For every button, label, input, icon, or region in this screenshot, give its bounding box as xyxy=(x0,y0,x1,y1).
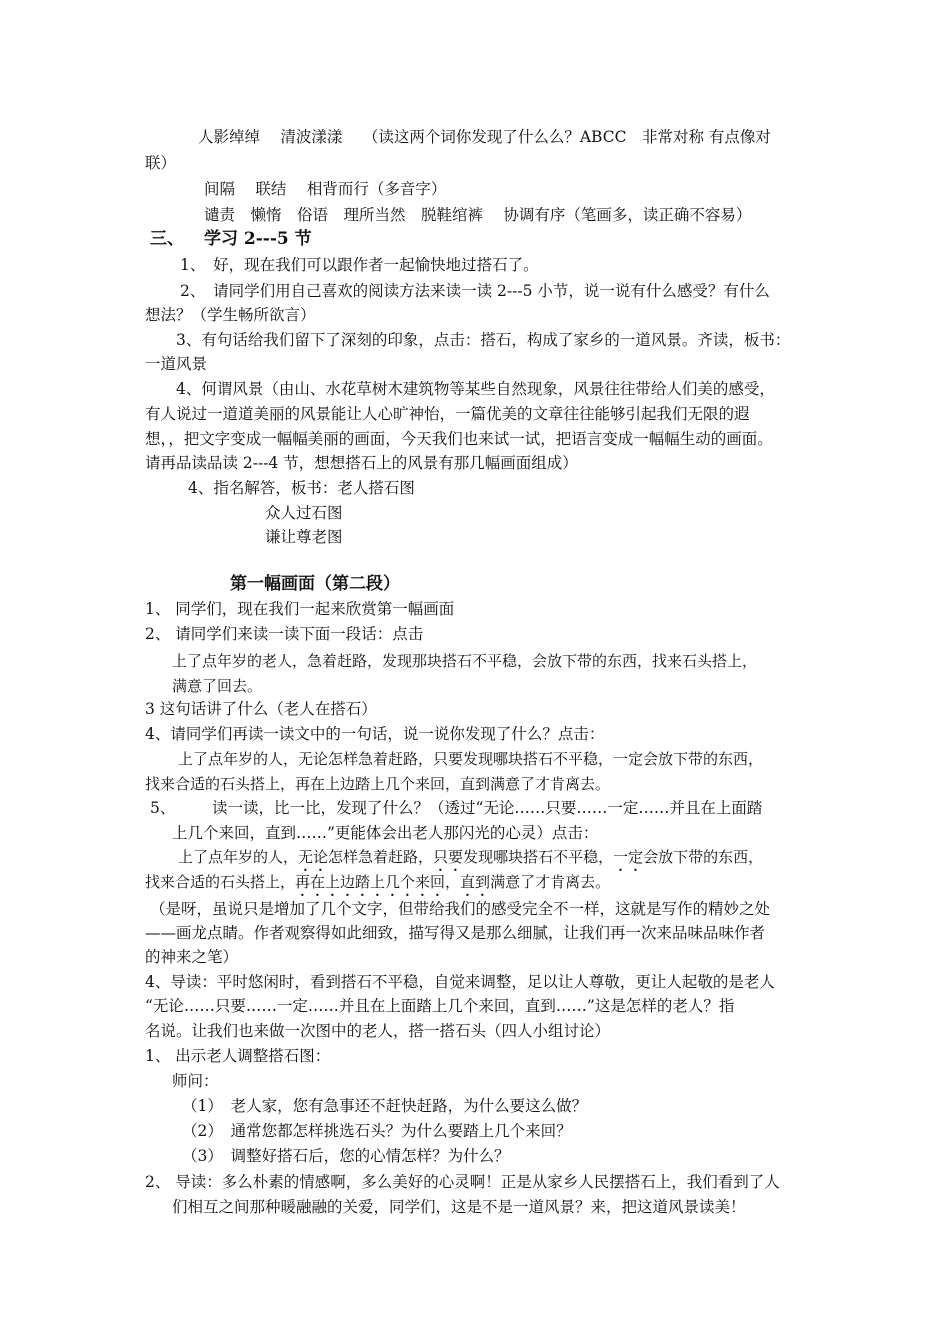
paragraph-line: 2、 导读：多么朴素的情感啊，多么美好的心灵啊！正是从家乡人民摆搭石上，我们看到了人 xyxy=(145,1173,780,1191)
emphasis-word: 只要 xyxy=(433,848,464,866)
emphasis-word: 无论 xyxy=(298,848,329,866)
emphasis-word: 再在上边踏上几个来回 xyxy=(295,873,446,891)
paragraph-line: 2、 请同学们用自己喜欢的阅读方法来读一读 2---5 小节，说一说有什么感受？有什么 xyxy=(180,282,770,300)
paragraph-line: 4、导读：平时悠闲时，看到搭石不平稳，自觉来调整，足以让人尊敬，更让人起敬的是老人 xyxy=(145,973,775,991)
quote-segment: 发现哪块搭石不平稳， xyxy=(463,848,614,866)
paragraph-line: 4、请同学们再读一读文中的一句话，说一说你发现了什么？点击： xyxy=(145,725,605,743)
board-item: 谦让尊老图 xyxy=(265,528,343,546)
paragraph-line: 1、 好，现在我们可以跟作者一起愉快地过搭石了。 xyxy=(180,256,539,274)
vocab-line-3: 谴责 懒惰 俗语 理所当然 脱鞋绾裤 协调有序（笔画多，读正确不容易） xyxy=(204,206,752,224)
paragraph-line: 读一读，比一比，发现了什么？（透过“无论……只要……一定……并且在上面踏 xyxy=(212,799,763,817)
paragraph-line: 4、指名解答，板书：老人搭石图 xyxy=(188,479,415,497)
quote-segment: 找来合适的石头搭上， xyxy=(145,873,296,891)
paragraph-line: 们相互之间那种暖融融的关爱，同学们，这是不是一道风景？来，把这道风景读美！ xyxy=(172,1198,746,1216)
quote-segment: 怎样急着赶路， xyxy=(328,848,434,866)
paragraph-line: 一道风景 xyxy=(145,355,208,373)
item-number: 5、 xyxy=(150,799,176,817)
question-item: （1） 老人家，您有急事还不赶快赶路，为什么要这么做？ xyxy=(182,1097,588,1115)
quote-segment: 会放下带的东西， xyxy=(643,848,764,866)
paragraph-line: 3、有句话给我们留下了深刻的印象，点击：搭石，构成了家乡的一道风景。齐读，板书： xyxy=(176,331,791,349)
quote-line: 上了点年岁的人，无论怎样急着赶路，只要发现哪块搭石不平稳，一定会放下带的东西， xyxy=(178,750,764,768)
paragraph-line: 2、 请同学们来读一读下面一段话：点击 xyxy=(145,625,424,643)
emphasis-word: 一定 xyxy=(613,848,644,866)
question-item: （2） 通常您都怎样挑选石头？为什么要踏上几个来回？ xyxy=(182,1122,572,1140)
question-item: （3） 调整好搭石后，您的心情怎样？为什么？ xyxy=(182,1147,510,1165)
paragraph-line: 1、 出示老人调整搭石图： xyxy=(145,1047,331,1065)
paragraph-line: 1、 同学们，现在我们一起来欣赏第一幅画面 xyxy=(145,600,455,618)
paragraph-line: 4、何谓风景（由山、水花草树木建筑物等某些自然现象，风景往往带给人们美的感受， xyxy=(176,380,775,398)
quote-line: 满意了回去。 xyxy=(172,677,263,695)
vocab-line-1: 人影绰绰 清波漾漾 （读这两个词你发现了什么么？ABCC 非常对称 有点像对 xyxy=(198,128,771,146)
board-item: 众人过石图 xyxy=(265,504,343,522)
paragraph-line: 有人说过一道道美丽的风景能让人心旷神怡，一篇优美的文章往往能够引起我们无限的遐 xyxy=(145,405,750,423)
quote-line: 上了点年岁的老人，急着赶路，发现那块搭石不平稳，会放下带的东西，找来石头搭上， xyxy=(172,652,758,670)
emphasis-word: 直到 xyxy=(460,873,491,891)
paragraph-line: （是呀，虽说只是增加了几个文字，但带给我们的感受完全不一样，这就是写作的精妙之处 xyxy=(150,900,771,918)
paragraph-line: “无论……只要……一定……并且在上面踏上几个来回，直到……”这是怎样的老人？指 xyxy=(145,997,735,1015)
section-heading: 学习 2---5 节 xyxy=(204,229,312,249)
subsection-heading: 第一幅画面（第二段） xyxy=(230,574,400,594)
quote-segment: ， xyxy=(445,873,461,891)
quote-line: 找来合适的石头搭上，再在上边踏上几个来回，直到满意了才肯离去。 xyxy=(145,775,611,793)
vocab-line-1-cont: 联） xyxy=(145,154,177,172)
paragraph-line: 想，，把文字变成一幅幅美丽的画面，今天我们也来试一试，把语言变成一幅幅生动的画面。 xyxy=(145,430,773,448)
quote-segment: 上了点年岁的人， xyxy=(178,848,299,866)
paragraph-line: 3 这句话讲了什么（老人在搭石） xyxy=(145,700,377,718)
paragraph-line: 名说。让我们也来做一次图中的老人，搭一搭石头（四人小组讨论） xyxy=(145,1022,611,1040)
paragraph-line: 请再品读品读 2---4 节，想想搭石上的风景有那几幅画面组成） xyxy=(145,454,578,472)
quote-segment: 满意了才肯离去。 xyxy=(490,873,611,891)
paragraph-line: ——画龙点睛。作者观察得如此细致，描写得又是那么细腻，让我们再一次来品味品味作者 xyxy=(145,924,766,942)
vocab-line-2: 间隔 联结 相背而行（多音字） xyxy=(204,180,447,198)
section-number: 三、 xyxy=(150,229,184,249)
paragraph-line: 的神来之笔） xyxy=(145,948,239,966)
quote-line-emphasized xyxy=(145,871,610,900)
paragraph-line: 想法？（学生畅所欲言） xyxy=(145,306,316,324)
paragraph-line: 上几个来回，直到……”更能体会出老人那闪光的心灵）点击： xyxy=(172,824,599,842)
paragraph-line: 师问： xyxy=(172,1072,219,1090)
